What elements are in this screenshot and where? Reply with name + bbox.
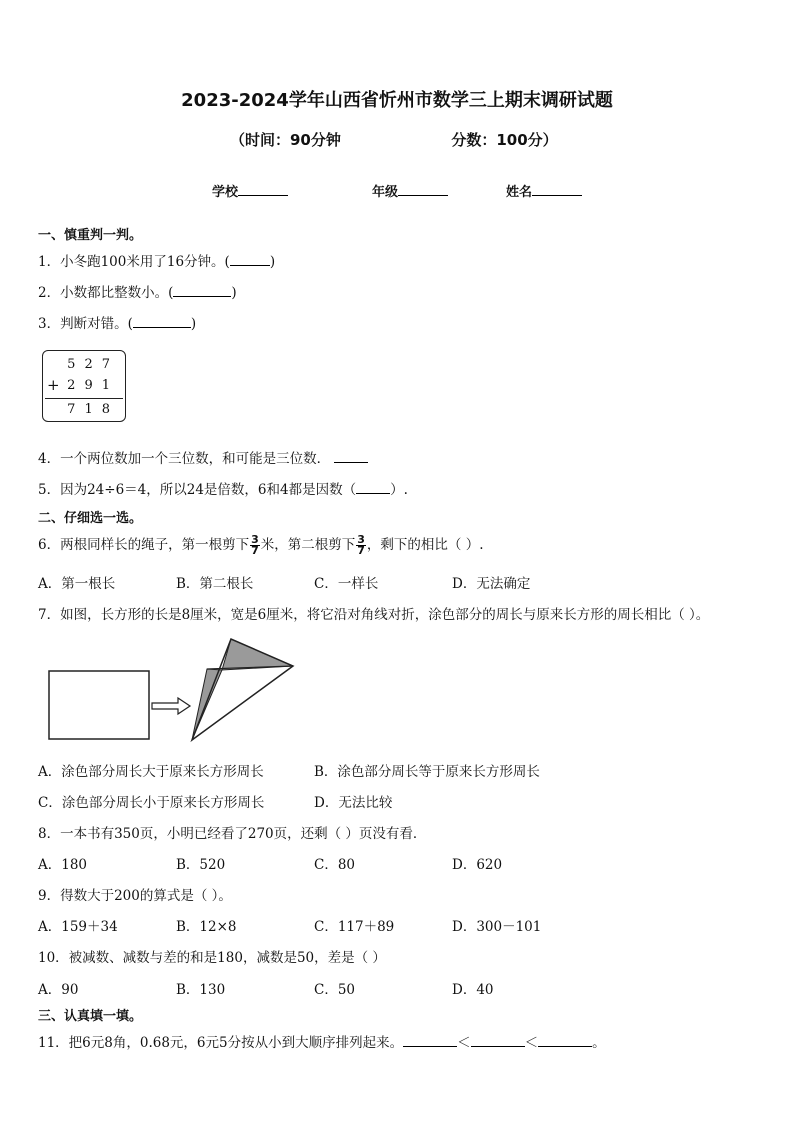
question-2 [38, 281, 237, 301]
shaded-top-triangle [222, 639, 293, 670]
page-title: 2023-2024学年山西省忻州市数学三上期末调研试题 [181, 90, 613, 111]
fraction-3-7 [250, 535, 260, 556]
question-5 [38, 478, 408, 498]
question-2-text: 2．小数都比整数小。( [38, 285, 174, 301]
sum-rule [45, 398, 123, 399]
fold-figure [44, 636, 299, 744]
answer-blank[interactable] [471, 1046, 525, 1047]
question-10: 10．被减数、减数与差的和是180，减数是50，差是（ ） [38, 950, 386, 966]
less-than-sign: ＜ [524, 1035, 539, 1051]
period: 。 [592, 1035, 606, 1051]
answer-blank[interactable] [356, 493, 390, 494]
exam-time: （时间：90分钟 [230, 131, 341, 149]
school-field[interactable] [212, 181, 288, 200]
q7-option-c[interactable]: C．涂色部分周长小于原来长方形周长 [38, 795, 265, 811]
question-4 [38, 447, 368, 467]
question-6-text-c: ，剩下的相比（ ）. [366, 537, 484, 553]
answer-blank[interactable] [538, 1046, 592, 1047]
fraction-numerator: 3 [251, 533, 259, 546]
q6-option-a[interactable]: A．第一根长 [38, 576, 116, 592]
question-3 [38, 312, 196, 332]
fraction-denominator: 7 [251, 544, 259, 557]
section-1-heading: 一、慎重判一判。 [38, 228, 143, 243]
name-blank[interactable] [532, 183, 582, 196]
question-6-text-a: 6．两根同样长的绳子，第一根剪下 [38, 537, 250, 553]
question-6-text-b: 米，第二根剪下 [260, 537, 356, 553]
q9-option-b[interactable]: B．12×8 [176, 919, 237, 935]
answer-blank[interactable] [334, 462, 368, 463]
question-3-end: ) [190, 316, 197, 332]
addend-1: 527 [67, 357, 119, 372]
section-2-heading: 二、仔细选一选。 [38, 511, 143, 526]
answer-blank[interactable] [133, 327, 191, 328]
question-8: 8．一本书有350页，小明已经看了270页，还剩（ ）页没有看． [38, 826, 427, 842]
plus-sign: + [47, 376, 60, 394]
exam-score: 分数：100分） [451, 131, 558, 149]
question-11 [38, 1031, 606, 1051]
q8-option-b[interactable]: B．520 [176, 857, 226, 873]
answer-blank[interactable] [403, 1046, 457, 1047]
q6-option-c[interactable]: C．一样长 [314, 576, 379, 592]
section-3-heading: 三、认真填一填。 [38, 1009, 143, 1024]
q6-option-b[interactable]: B．第二根长 [176, 576, 254, 592]
q10-option-d[interactable]: D．40 [452, 982, 494, 998]
question-6 [38, 533, 484, 556]
school-blank[interactable] [238, 183, 288, 196]
q10-option-b[interactable]: B．130 [176, 982, 226, 998]
less-than-sign: ＜ [457, 1035, 471, 1051]
name-field[interactable] [506, 181, 582, 200]
question-5-text: 5．因为24÷6＝4，所以24是倍数，6和4都是因数（ [38, 482, 357, 498]
q10-option-a[interactable]: A．90 [38, 982, 79, 998]
question-1-text: 1．小冬跑100米用了16分钟。( [38, 254, 230, 270]
addend-2: 291 [67, 378, 119, 393]
q9-option-d[interactable]: D．300－101 [452, 919, 542, 935]
question-5-end: ）. [390, 482, 408, 498]
q7-option-b[interactable]: B．涂色部分周长等于原来长方形周长 [314, 764, 540, 780]
school-label: 学校 [212, 185, 239, 200]
original-rectangle [49, 671, 149, 739]
grade-field[interactable] [372, 181, 448, 200]
question-11-text: 11．把6元8角，0.68元，6元5分按从小到大顺序排列起来。 [38, 1035, 404, 1051]
q8-option-c[interactable]: C．80 [314, 857, 356, 873]
q6-option-d[interactable]: D．无法确定 [452, 576, 531, 592]
question-9: 9．得数大于200的算式是（ ）。 [38, 888, 232, 904]
vertical-addition-box [42, 350, 126, 422]
grade-label: 年级 [372, 185, 399, 200]
q10-option-c[interactable]: C．50 [314, 982, 356, 998]
q9-option-a[interactable]: A．159＋34 [38, 919, 118, 935]
fraction-numerator: 3 [357, 533, 365, 546]
q7-option-d[interactable]: D．无法比较 [314, 795, 393, 811]
exam-meta [230, 129, 630, 150]
answer-blank[interactable] [173, 296, 231, 297]
arrow-icon [152, 698, 190, 714]
question-4-text: 4．一个两位数加一个三位数，和可能是三位数． [38, 451, 331, 467]
question-1 [38, 250, 275, 270]
question-3-text: 3．判断对错。( [38, 316, 133, 332]
fraction-3-7 [356, 535, 366, 556]
fraction-denominator: 7 [357, 544, 365, 557]
name-label: 姓名 [506, 185, 533, 200]
question-1-end: ) [269, 254, 276, 270]
sum-result: 718 [67, 402, 119, 417]
answer-blank[interactable] [230, 265, 270, 266]
question-7: 7．如图，长方形的长是8厘米，宽是6厘米，将它沿对角线对折，涂色部分的周长与原来长方形的周长相比（ ）。 [38, 607, 710, 623]
q7-option-a[interactable]: A．涂色部分周长大于原来长方形周长 [38, 764, 264, 780]
question-2-end: ) [231, 285, 237, 301]
q8-option-d[interactable]: D．620 [452, 857, 503, 873]
q8-option-a[interactable]: A．180 [38, 857, 88, 873]
q9-option-c[interactable]: C．117＋89 [314, 919, 395, 935]
grade-blank[interactable] [398, 183, 448, 196]
